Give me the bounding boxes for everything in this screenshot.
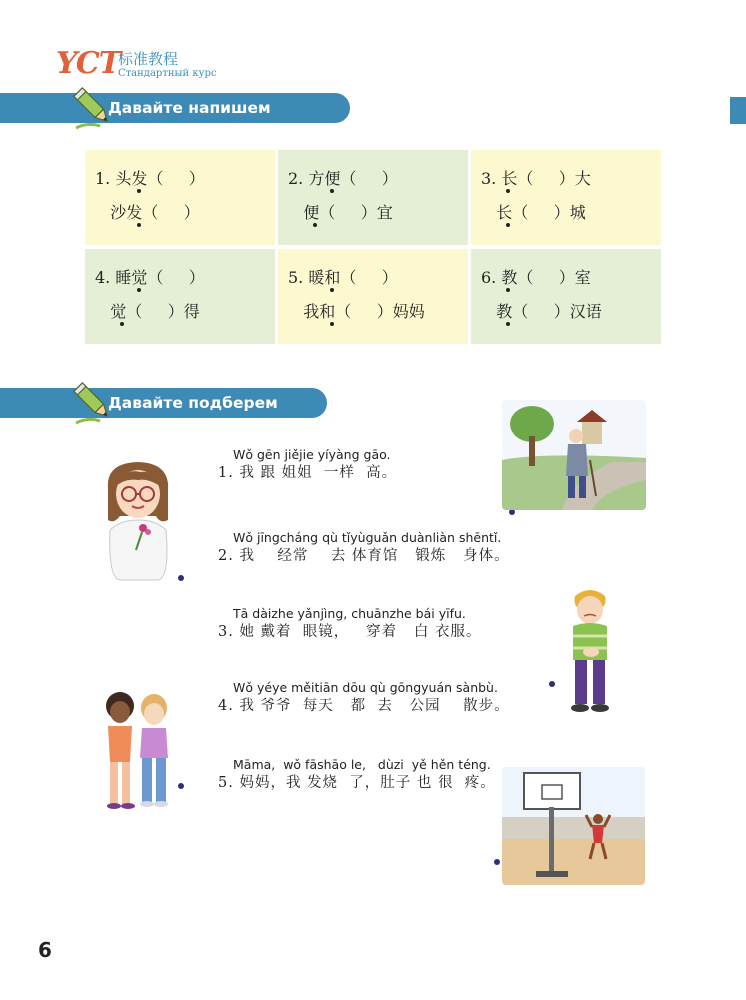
basketball-court-illustration bbox=[502, 767, 645, 885]
cell-line: 5. 暖和（ ） bbox=[288, 268, 398, 287]
girl-glasses-illustration bbox=[100, 458, 178, 583]
section-title-start: Давайте напишем bbox=[108, 99, 271, 117]
cell-line: 沙发（ ） bbox=[95, 203, 200, 222]
cell-line: 3. 长（ ）大 bbox=[481, 169, 591, 188]
cell-line: 我和（ ）妈妈 bbox=[288, 302, 425, 321]
sentence-hanzi-1: 1. 我 跟 姐姐 一样 高。 bbox=[218, 465, 398, 481]
tone-dot bbox=[506, 223, 510, 227]
sentence-pinyin-1: Wǒ gēn jiějie yíyàng gāo. bbox=[233, 447, 391, 462]
tone-dot bbox=[506, 322, 510, 326]
tone-dot bbox=[330, 288, 334, 292]
cell-line: 1. 头发（ ） bbox=[95, 169, 205, 188]
match-dot[interactable] bbox=[494, 859, 500, 865]
cell-line: 6. 教（ ）室 bbox=[481, 268, 591, 287]
pencil-icon bbox=[70, 84, 116, 130]
tone-dot bbox=[120, 322, 124, 326]
match-dot[interactable] bbox=[178, 575, 184, 581]
sentence-hanzi-4: 4. 我 爷爷 每天 都 去 公园 散步。 bbox=[218, 698, 510, 714]
sentence-pinyin-5: Māma, wǒ fāshāo le, dùzi yě hěn téng. bbox=[233, 757, 491, 772]
grid-cell-4 bbox=[85, 249, 275, 344]
sentence-hanzi-5: 5. 妈妈，我 发烧 了，肚子 也 很 疼。 bbox=[218, 775, 496, 791]
course-title-cn: 标准教程 bbox=[118, 50, 179, 68]
section-banner-pinyin bbox=[0, 93, 350, 147]
match-dot[interactable] bbox=[549, 681, 555, 687]
cell-line: 教（ ）汉语 bbox=[481, 302, 602, 321]
tone-dot bbox=[330, 322, 334, 326]
logo-yct: YCT bbox=[56, 46, 121, 81]
sentence-pinyin-2: Wǒ jīngcháng qù tǐyùguǎn duànliàn shēntǐ. bbox=[233, 530, 502, 545]
grid-cell-1 bbox=[85, 150, 275, 245]
tone-dot bbox=[506, 288, 510, 292]
match-dot[interactable] bbox=[178, 783, 184, 789]
section-title: Давайте подберем пару! bbox=[108, 394, 278, 442]
two-girls-illustration bbox=[98, 690, 176, 812]
page-number: 6 bbox=[38, 938, 52, 962]
grid-cell-6 bbox=[471, 249, 661, 344]
grid-cell-3 bbox=[471, 150, 661, 245]
cell-line: 2. 方便（ ） bbox=[288, 169, 398, 188]
side-tab-marker bbox=[730, 97, 746, 124]
sentence-pinyin-4: Wǒ yéye měitiān dōu qù gōngyuán sànbù. bbox=[233, 680, 498, 695]
cell-line: 4. 睡觉（ ） bbox=[95, 268, 205, 287]
cell-line: 便（ ）宜 bbox=[288, 203, 393, 222]
section-banner-match bbox=[0, 388, 327, 442]
tone-dot bbox=[137, 288, 141, 292]
sentence-hanzi-3: 3. 她 戴着 眼镜， 穿着 白 衣服。 bbox=[218, 624, 482, 640]
sick-boy-illustration bbox=[565, 586, 615, 714]
cell-line: 觉（ ）得 bbox=[95, 302, 200, 321]
pinyin-exercise-grid bbox=[85, 150, 661, 344]
tone-dot bbox=[506, 189, 510, 193]
grandpa-park-illustration bbox=[502, 400, 646, 510]
pencil-icon bbox=[70, 379, 116, 425]
tone-dot bbox=[313, 223, 317, 227]
tone-dot bbox=[137, 223, 141, 227]
grid-cell-5 bbox=[278, 249, 468, 344]
tone-dot bbox=[137, 189, 141, 193]
course-title-ru: Стандартный курс bbox=[118, 68, 217, 79]
tone-dot bbox=[330, 189, 334, 193]
cell-line: 长（ ）城 bbox=[481, 203, 586, 222]
grid-cell-2 bbox=[278, 150, 468, 245]
sentence-hanzi-2: 2. 我 经常 去 体育馆 锻炼 身体。 bbox=[218, 548, 510, 564]
sentence-pinyin-3: Tā dàizhe yǎnjìng, chuānzhe bái yīfu. bbox=[233, 606, 466, 621]
section-title-highlight: пиньинь! bbox=[108, 129, 189, 147]
